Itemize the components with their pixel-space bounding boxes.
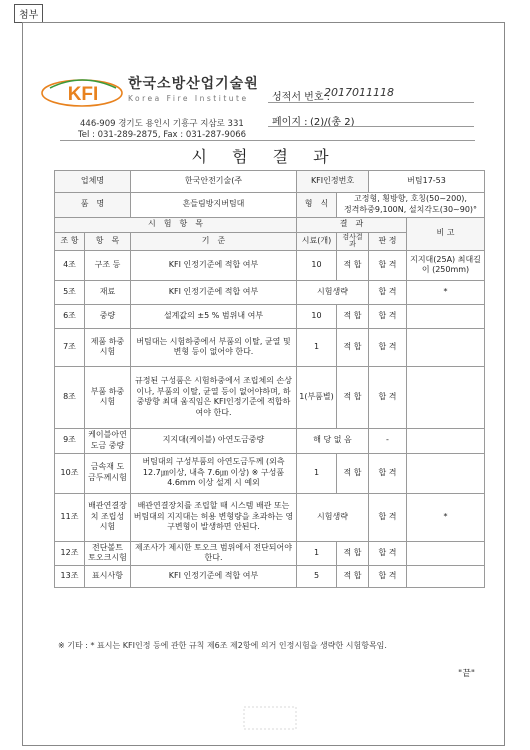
judge-cell: 합 격 xyxy=(369,453,407,493)
item-cell: 전단볼트 토오크시험 xyxy=(85,541,131,566)
info-row-product xyxy=(55,193,485,218)
clause-header: 조 항 xyxy=(55,232,85,250)
type-value-line-2: 정격하중9,100N, 설치각도(30~90)° xyxy=(343,204,478,214)
check-cell: 적 합 xyxy=(337,304,369,328)
judge-cell: 합 격 xyxy=(369,280,407,304)
cert-number-value: 2017011118 xyxy=(324,86,394,99)
item-cell: 제품 하중시험 xyxy=(85,328,131,366)
end-mark: "끝" xyxy=(458,669,475,679)
table-row xyxy=(55,304,485,328)
judge-cell: 합 격 xyxy=(369,541,407,566)
table-row xyxy=(55,250,485,280)
judge-cell: 합 격 xyxy=(369,566,407,588)
remark-cell: * xyxy=(407,280,485,304)
remark-cell xyxy=(407,453,485,493)
table-row xyxy=(55,566,485,588)
remark-cell: * xyxy=(407,493,485,541)
criteria-cell: 제조사가 제시한 토오크 범위에서 전단되어야 한다. xyxy=(131,541,297,566)
clause-cell: 7조 xyxy=(55,328,85,366)
judge-cell: 합 격 xyxy=(369,250,407,280)
title-rule-top xyxy=(60,140,475,141)
page-label: 페이지 : xyxy=(272,117,308,128)
criteria-cell: 설계값의 ±5 % 범위내 여부 xyxy=(131,304,297,328)
table-row xyxy=(55,453,485,493)
table-row xyxy=(55,428,485,453)
check-cell: 적 합 xyxy=(337,366,369,428)
item-header: 항 목 xyxy=(85,232,131,250)
item-cell: 금속재 도금두께시험 xyxy=(85,453,131,493)
footnote: ※ 기타 : * 표시는 KFI인정 등에 관한 규칙 제6조 제2항에 의거 인정시험을 생략한 시험항목임. xyxy=(58,641,387,650)
item-cell: 중량 xyxy=(85,304,131,328)
samples-cell: 10 xyxy=(297,304,337,328)
samples-cell: 1(부품별) xyxy=(297,366,337,428)
check-cell: 적 합 xyxy=(337,453,369,493)
results-table xyxy=(54,170,485,588)
document-title: 시 험 결 과 xyxy=(191,147,339,166)
judge-cell: 합 격 xyxy=(369,304,407,328)
samples-cell: 5 xyxy=(297,566,337,588)
org-name-en: Korea Fire Institute xyxy=(128,94,249,103)
cert-number-label: 성적서 번호 : xyxy=(272,92,331,103)
type-value-line-1: 고정형, 횡방향, 호칭(50~200), xyxy=(354,194,467,203)
clause-cell: 9조 xyxy=(55,428,85,453)
remark-cell: 지지대(25A) 최대길이 (250mm) xyxy=(407,250,485,280)
product-label: 품 명 xyxy=(55,193,131,218)
remark-cell xyxy=(407,566,485,588)
item-cell: 케이블아연 도금 중량 xyxy=(85,428,131,453)
samples-cell: 1 xyxy=(297,328,337,366)
remark-cell xyxy=(407,366,485,428)
clause-cell: 12조 xyxy=(55,541,85,566)
judge-cell: 합 격 xyxy=(369,366,407,428)
product-value: 흔들림방지버팀대 xyxy=(131,193,297,218)
check-cell: 적 합 xyxy=(337,541,369,566)
criteria-cell: KFI 인정기준에 적합 여부 xyxy=(131,250,297,280)
logo-lettering: KFI xyxy=(67,84,99,105)
samples-cell: 시험생략 xyxy=(297,493,369,541)
judge-header: 판 정 xyxy=(369,232,407,250)
page-value: (2)/(총 2) xyxy=(310,117,355,128)
judge-cell: - xyxy=(369,428,407,453)
judge-cell: 합 격 xyxy=(369,328,407,366)
clause-cell: 4조 xyxy=(55,250,85,280)
remark-cell xyxy=(407,304,485,328)
clause-cell: 6조 xyxy=(55,304,85,328)
samples-cell: 시험생략 xyxy=(297,280,369,304)
item-cell: 재료 xyxy=(85,280,131,304)
attachment-label: 첨부 xyxy=(14,4,43,23)
table-row xyxy=(55,541,485,566)
samples-cell: 해 당 없 음 xyxy=(297,428,369,453)
clause-cell: 8조 xyxy=(55,366,85,428)
table-row xyxy=(55,366,485,428)
info-row-company xyxy=(55,171,485,193)
check-cell: 적 합 xyxy=(337,328,369,366)
kfi-logo-icon xyxy=(38,74,128,110)
results-header: 결 과 xyxy=(297,217,407,232)
clause-cell: 10조 xyxy=(55,453,85,493)
remark-cell xyxy=(407,541,485,566)
criteria-cell: KFI 인정기준에 적합 여부 xyxy=(131,280,297,304)
table-row xyxy=(55,328,485,366)
page-underline xyxy=(268,126,474,127)
criteria-cell: 버팀대의 구성부품의 아연도금두께 (외측 12.7㎛이상, 내측 7.6㎛ 이상) ※ 구성품 4.6mm 이상 설계 시 예외 xyxy=(131,453,297,493)
samples-header: 시료(개) xyxy=(297,232,337,250)
item-cell: 부품 하중시험 xyxy=(85,366,131,428)
samples-cell: 10 xyxy=(297,250,337,280)
item-cell: 구조 등 xyxy=(85,250,131,280)
criteria-header: 기 준 xyxy=(131,232,297,250)
criteria-cell: 지지대(케이블) 아연도금중량 xyxy=(131,428,297,453)
table-row xyxy=(55,280,485,304)
faint-stamp-icon xyxy=(240,704,300,732)
clause-cell: 13조 xyxy=(55,566,85,588)
company-value: 한국안전기술(주 xyxy=(131,171,297,193)
type-label: 형 식 xyxy=(297,193,337,218)
samples-cell: 1 xyxy=(297,453,337,493)
cert-num-label: KFI인정번호 xyxy=(297,171,369,193)
table-row xyxy=(55,493,485,541)
type-value xyxy=(337,193,485,218)
criteria-cell: 규정된 구성품은 시험하중에서 조립체의 손상이나, 부품의 이탈, 균열 등이 없어야하며, 하중방향 최대 움직임은 KFI인정기준에 적합하여야 한다. xyxy=(131,366,297,428)
org-tel-fax: Tel : 031-289-2875, Fax : 031-287-9066 xyxy=(78,130,247,140)
test-items-header: 시 험 항 목 xyxy=(55,217,297,232)
item-cell: 표시사항 xyxy=(85,566,131,588)
check-cell: 적 합 xyxy=(337,566,369,588)
remark-cell xyxy=(407,328,485,366)
header-row-1 xyxy=(55,217,485,232)
criteria-cell: 버팀대는 시험하중에서 부품의 이탈, 균열 및 변형 등이 없어야 한다. xyxy=(131,328,297,366)
remarks-header: 비 고 xyxy=(407,217,485,250)
clause-cell: 5조 xyxy=(55,280,85,304)
org-name xyxy=(128,73,259,103)
samples-cell: 1 xyxy=(297,541,337,566)
cert-underline xyxy=(268,102,474,103)
criteria-cell: 배관연결장치를 조립할 때 시스템 배관 또는 버팀대의 지지대는 허용 변형량을 초과하는 영구변형이 발생하면 안된다. xyxy=(131,493,297,541)
item-cell: 배관연결장치 조립성시험 xyxy=(85,493,131,541)
check-header: 검사결과 xyxy=(337,232,369,250)
remark-cell xyxy=(407,428,485,453)
org-address: 446-909 경기도 용인시 기흥구 지삼로 331 xyxy=(80,119,244,129)
cert-num-value: 버팀17-53 xyxy=(369,171,485,193)
judge-cell: 합 격 xyxy=(369,493,407,541)
check-cell: 적 합 xyxy=(337,250,369,280)
criteria-cell: KFI 인정기준에 적합 여부 xyxy=(131,566,297,588)
company-label: 업체명 xyxy=(55,171,131,193)
org-name-kr: 한국소방산업기술원 xyxy=(128,76,259,92)
clause-cell: 11조 xyxy=(55,493,85,541)
